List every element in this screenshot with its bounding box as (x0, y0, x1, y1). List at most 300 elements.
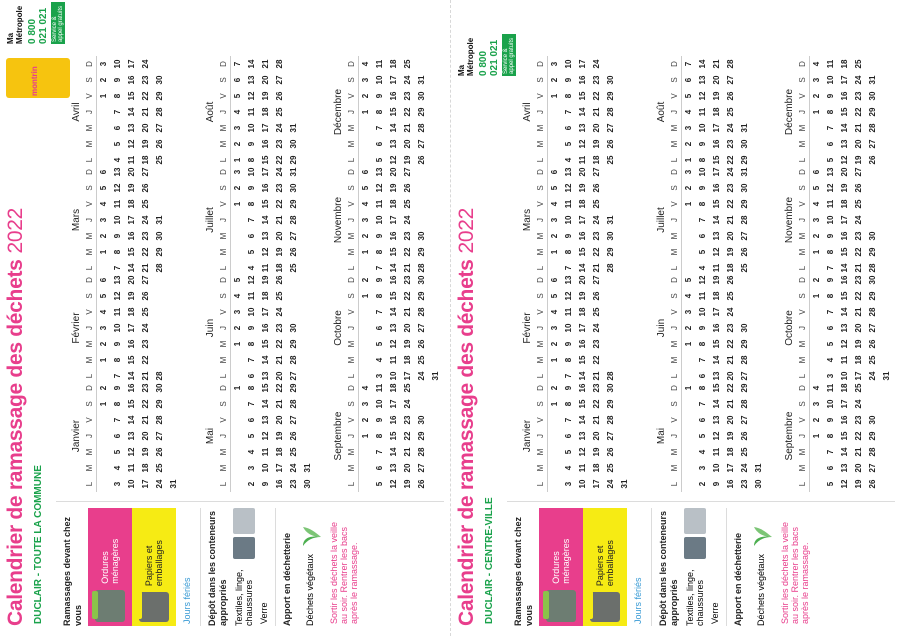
weekday-header: V (345, 88, 359, 104)
empty-cell (97, 260, 111, 276)
day-cell: 23 (726, 323, 735, 333)
empty-cell (97, 152, 111, 168)
yellow-bin-icon (139, 592, 169, 622)
phone-note: Service & appel gratuits (51, 2, 65, 44)
legend-papiers (583, 508, 627, 626)
day-cell: 28 (155, 263, 164, 273)
day-cell: 13 (712, 231, 721, 241)
day-cell: 2 (684, 141, 693, 147)
day-cell: 31 (606, 215, 615, 225)
month-name: Janvier (71, 419, 82, 453)
weekday-header: M (217, 136, 231, 152)
day-cell: 28 (155, 415, 164, 425)
day-cell: 27 (606, 123, 615, 133)
weekday-header: M (345, 244, 359, 260)
day-cell: 25 (868, 355, 877, 365)
weekday-header: M (345, 352, 359, 368)
day-cell: 4 (564, 465, 573, 471)
day-cell: 13 (389, 323, 398, 333)
day-cell: 20 (403, 323, 412, 333)
weekday-header: S (534, 396, 548, 412)
day-cell: 26 (868, 155, 877, 165)
day-cell: 2 (247, 481, 256, 487)
month-grid (345, 164, 429, 276)
day-cell: 17 (389, 399, 398, 409)
day-cell: 27 (155, 123, 164, 133)
day-cell: 21 (592, 263, 601, 273)
weekday-header: L (83, 476, 97, 492)
day-cell: 4 (564, 157, 573, 163)
day-cell: 6 (550, 169, 559, 175)
day-cell: 29 (740, 155, 749, 165)
day-cell: 26 (289, 431, 298, 441)
weekday-header: D (534, 380, 548, 396)
weekday-header: L (796, 260, 810, 276)
page-subtitle: DUCLAIR - CENTRE-VILLE (484, 497, 495, 624)
day-cell: 11 (840, 355, 849, 365)
day-cell: 28 (289, 215, 298, 225)
day-cell: 14 (389, 123, 398, 133)
day-cell: 16 (840, 91, 849, 101)
day-cell: 15 (712, 155, 721, 165)
day-cell: 25 (740, 447, 749, 457)
day-cell: 27 (606, 431, 615, 441)
legend-textiles-label: Textiles, linge, chaussures (234, 569, 254, 626)
day-cell: 9 (247, 141, 256, 147)
weekday-header: S (534, 288, 548, 304)
weekday-header: S (217, 180, 231, 196)
day-cell: 5 (233, 277, 242, 283)
day-cell: 30 (754, 479, 763, 489)
day-cell: 19 (840, 183, 849, 193)
legend-depot-heading: Dépôt dans les conteneurs appropriés (207, 510, 228, 626)
day-cell: 2 (361, 417, 370, 423)
month-name: Novembre (333, 196, 344, 244)
day-cell: 24 (592, 323, 601, 333)
day-cell: 18 (840, 59, 849, 69)
day-cell: 13 (261, 415, 270, 425)
day-cell: 11 (712, 447, 721, 457)
month-name: Juillet (205, 207, 216, 233)
day-cell: 20 (854, 323, 863, 333)
month-name: Septembre (784, 411, 795, 461)
weekday-header: L (217, 152, 231, 168)
day-cell: 30 (289, 139, 298, 149)
day-cell: 9 (564, 77, 573, 83)
day-cell: 24 (275, 307, 284, 317)
day-cell: 29 (606, 399, 615, 409)
day-cell: 6 (99, 277, 108, 283)
empty-cell (97, 412, 111, 428)
day-cell: 21 (141, 371, 150, 381)
day-cell: 8 (375, 433, 384, 439)
day-cell: 23 (854, 275, 863, 285)
day-cell: 11 (127, 155, 136, 165)
day-cell: 5 (826, 157, 835, 163)
month-calendar (332, 380, 450, 492)
legend-papiers-label: Papiers et emballages (144, 540, 164, 587)
day-cell: 4 (826, 357, 835, 363)
day-cell: 24 (726, 167, 735, 177)
day-cell: 30 (417, 415, 426, 425)
day-cell: 24 (141, 59, 150, 69)
weekday-header: S (83, 396, 97, 412)
empty-cell (682, 476, 696, 492)
day-cell: 8 (375, 109, 384, 115)
day-cell: 28 (868, 307, 877, 317)
day-cell: 17 (389, 215, 398, 225)
day-cell: 10 (578, 479, 587, 489)
month-calendar (332, 56, 450, 168)
day-cell: 16 (389, 415, 398, 425)
day-cell: 4 (698, 265, 707, 271)
day-cell: 27 (868, 139, 877, 149)
day-cell: 25 (606, 155, 615, 165)
empty-cell (810, 260, 824, 276)
day-cell: 1 (684, 201, 693, 207)
day-cell: 10 (113, 59, 122, 69)
empty-cell (810, 352, 824, 368)
day-cell: 15 (578, 399, 587, 409)
weekday-header: J (796, 428, 810, 444)
day-cell: 26 (155, 139, 164, 149)
weekday-header: L (534, 476, 548, 492)
day-cell: 24 (726, 307, 735, 317)
day-cell: 19 (403, 155, 412, 165)
day-cell: 15 (840, 247, 849, 257)
day-cell: 29 (868, 247, 877, 257)
day-cell: 20 (403, 463, 412, 473)
day-cell: 9 (247, 185, 256, 191)
weekday-header: J (796, 104, 810, 120)
day-cell: 31 (740, 167, 749, 177)
day-cell: 5 (550, 185, 559, 191)
day-cell: 18 (592, 155, 601, 165)
day-cell: 4 (247, 449, 256, 455)
day-cell: 2 (233, 141, 242, 147)
day-cell: 17 (840, 215, 849, 225)
day-cell: 11 (247, 291, 256, 301)
day-cell: 14 (840, 307, 849, 317)
day-cell: 7 (826, 265, 835, 271)
day-cell: 26 (592, 291, 601, 301)
month-calendar (70, 272, 196, 384)
montrin-logo (6, 58, 70, 98)
day-cell: 8 (113, 401, 122, 407)
day-cell: 18 (840, 383, 849, 393)
day-cell: 25 (740, 263, 749, 273)
weekday-header: V (217, 88, 231, 104)
day-cell: 22 (592, 247, 601, 257)
day-cell: 12 (389, 155, 398, 165)
day-cell: 15 (712, 339, 721, 349)
day-cell: 13 (826, 167, 835, 177)
day-cell: 1 (550, 357, 559, 363)
day-cell: 6 (233, 77, 242, 83)
day-cell: 7 (564, 417, 573, 423)
day-cell: 20 (127, 167, 136, 177)
legend-note: Sortir les déchets la veille au soir. Rentrer les bacs après le ramassage. (329, 521, 359, 624)
weekday-header: S (668, 180, 682, 196)
day-cell: 26 (417, 479, 426, 489)
day-cell: 9 (826, 417, 835, 423)
day-cell: 10 (113, 323, 122, 333)
weekday-header: S (796, 180, 810, 196)
day-cell: 25 (289, 263, 298, 273)
day-cell: 8 (113, 249, 122, 255)
empty-cell (97, 104, 111, 120)
day-cell: 7 (375, 449, 384, 455)
weekday-header: J (668, 212, 682, 228)
day-cell: 5 (113, 449, 122, 455)
weekday-header: L (534, 260, 548, 276)
day-cell: 8 (826, 433, 835, 439)
day-cell: 27 (740, 415, 749, 425)
month-grid (83, 380, 181, 492)
empty-cell (359, 352, 373, 368)
day-cell: 22 (403, 247, 412, 257)
day-cell: 10 (826, 399, 835, 409)
empty-cell (231, 368, 245, 384)
month-name: Août (205, 101, 216, 123)
month-calendar (783, 380, 900, 492)
day-cell: 24 (606, 479, 615, 489)
day-cell: 10 (564, 215, 573, 225)
day-cell: 16 (127, 75, 136, 85)
day-cell: 17 (840, 75, 849, 85)
day-cell: 28 (155, 107, 164, 117)
day-cell: 10 (127, 479, 136, 489)
month-grid (534, 164, 618, 276)
day-cell: 7 (233, 61, 242, 67)
day-cell: 22 (726, 383, 735, 393)
day-cell: 28 (740, 399, 749, 409)
day-cell: 6 (99, 169, 108, 175)
day-cell: 10 (247, 307, 256, 317)
day-cell: 12 (840, 155, 849, 165)
empty-cell (97, 444, 111, 460)
day-cell: 22 (141, 91, 150, 101)
weekday-header: S (217, 396, 231, 412)
day-cell: 4 (361, 61, 370, 67)
day-cell: 3 (233, 125, 242, 131)
day-cell: 13 (261, 371, 270, 381)
weekday-header: M (668, 120, 682, 136)
legend-verre-label: Verre (710, 602, 720, 624)
empty-cell (231, 244, 245, 260)
day-cell: 26 (868, 479, 877, 489)
day-cell: 17 (275, 463, 284, 473)
day-cell: 19 (592, 447, 601, 457)
day-cell: 16 (712, 183, 721, 193)
day-cell: 10 (113, 215, 122, 225)
day-cell: 26 (726, 275, 735, 285)
empty-cell (548, 428, 562, 444)
month-grid (796, 272, 894, 384)
weekday-header: L (345, 152, 359, 168)
day-cell: 25 (403, 199, 412, 209)
day-cell: 21 (726, 399, 735, 409)
day-cell: 12 (712, 431, 721, 441)
day-cell: 14 (261, 399, 270, 409)
day-cell: 12 (113, 291, 122, 301)
day-cell: 3 (233, 169, 242, 175)
empty-cell (682, 212, 696, 228)
weekday-header: L (83, 260, 97, 276)
month-calendar (521, 56, 647, 168)
day-cell: 2 (361, 277, 370, 283)
weekday-header: V (83, 304, 97, 320)
weekday-header: M (668, 352, 682, 368)
day-cell: 22 (141, 247, 150, 257)
day-cell: 17 (578, 59, 587, 69)
day-cell: 29 (289, 155, 298, 165)
day-cell: 31 (417, 75, 426, 85)
day-cell: 3 (684, 309, 693, 315)
day-cell: 15 (389, 431, 398, 441)
day-cell: 28 (868, 263, 877, 273)
day-cell: 15 (840, 107, 849, 117)
weekday-header: J (796, 212, 810, 228)
weekday-header: M (534, 228, 548, 244)
weekday-header: J (83, 104, 97, 120)
day-cell: 30 (606, 75, 615, 85)
day-cell: 10 (840, 371, 849, 381)
day-cell: 7 (247, 217, 256, 223)
day-cell: 23 (141, 339, 150, 349)
day-cell: 22 (592, 91, 601, 101)
day-cell: 28 (606, 107, 615, 117)
day-cell: 12 (564, 183, 573, 193)
weekday-header: D (668, 380, 682, 396)
metropole-logo (457, 34, 529, 76)
weekday-header: J (217, 320, 231, 336)
day-cell: 20 (712, 75, 721, 85)
day-cell: 3 (99, 217, 108, 223)
day-cell: 17 (712, 123, 721, 133)
day-cell: 17 (578, 215, 587, 225)
day-cell: 16 (840, 415, 849, 425)
day-cell: 9 (113, 385, 122, 391)
empty-cell (231, 444, 245, 460)
day-cell: 4 (812, 201, 821, 207)
day-cell: 17 (726, 463, 735, 473)
day-cell: 17 (403, 371, 412, 381)
day-cell: 1 (684, 341, 693, 347)
day-cell: 18 (389, 199, 398, 209)
day-cell: 3 (375, 373, 384, 379)
day-cell: 26 (592, 183, 601, 193)
day-cell: 27 (403, 167, 412, 177)
day-cell: 10 (826, 215, 835, 225)
day-cell: 2 (361, 93, 370, 99)
day-cell: 27 (868, 463, 877, 473)
day-cell: 19 (275, 247, 284, 257)
empty-cell (231, 228, 245, 244)
empty-cell (359, 444, 373, 460)
day-cell: 22 (854, 107, 863, 117)
day-cell: 26 (740, 431, 749, 441)
day-cell: 18 (712, 107, 721, 117)
weekday-header: D (796, 56, 810, 72)
empty-cell (359, 336, 373, 352)
day-cell: 17 (261, 307, 270, 317)
day-cell: 19 (389, 183, 398, 193)
day-cell: 2 (550, 77, 559, 83)
weekday-header: S (345, 72, 359, 88)
empty-cell (682, 352, 696, 368)
day-cell: 3 (812, 77, 821, 83)
metropole-name: Ma Métropole (6, 5, 24, 44)
weekday-header: M (345, 444, 359, 460)
day-cell: 21 (275, 399, 284, 409)
empty-cell (231, 260, 245, 276)
day-cell: 7 (826, 309, 835, 315)
phone-note: Service & appel gratuits (502, 34, 516, 76)
day-cell: 28 (155, 371, 164, 381)
empty-cell (548, 260, 562, 276)
day-cell: 31 (289, 167, 298, 177)
day-cell: 4 (550, 201, 559, 207)
day-cell: 21 (261, 59, 270, 69)
day-cell: 19 (578, 183, 587, 193)
empty-cell (359, 136, 373, 152)
day-cell: 24 (592, 215, 601, 225)
page-title: Calendrier de ramassage des déchets2022 (455, 207, 478, 626)
day-cell: 18 (389, 383, 398, 393)
weekday-header: V (83, 412, 97, 428)
leaf-icon (297, 524, 323, 550)
day-cell: 24 (289, 463, 298, 473)
textile-container-icon (684, 537, 706, 559)
day-cell: 9 (564, 341, 573, 347)
day-cell: 28 (289, 399, 298, 409)
month-grid (83, 56, 167, 168)
month-name: Mai (656, 427, 667, 445)
month-name: Février (71, 312, 82, 344)
day-cell: 24 (854, 215, 863, 225)
day-cell: 3 (812, 401, 821, 407)
phone-number: 0 800 021 021 (27, 7, 49, 44)
day-cell: 23 (403, 275, 412, 285)
day-cell: 20 (261, 75, 270, 85)
empty-cell (810, 460, 824, 476)
day-cell: 30 (606, 383, 615, 393)
day-cell: 8 (698, 157, 707, 163)
day-cell: 3 (550, 61, 559, 67)
yellow-bin-icon (590, 592, 620, 622)
weekday-header: M (345, 336, 359, 352)
weekday-header: M (796, 228, 810, 244)
weekday-header: M (83, 444, 97, 460)
empty-cell (231, 352, 245, 368)
day-cell: 12 (261, 431, 270, 441)
day-cell: 1 (233, 341, 242, 347)
day-cell: 25 (854, 383, 863, 393)
day-cell: 8 (113, 93, 122, 99)
day-cell: 15 (261, 339, 270, 349)
day-cell: 17 (712, 167, 721, 177)
glass-container-icon (684, 508, 706, 534)
day-cell: 26 (417, 339, 426, 349)
day-cell: 30 (740, 183, 749, 193)
day-cell: 23 (740, 479, 749, 489)
weekday-header: M (796, 460, 810, 476)
day-cell: 29 (606, 247, 615, 257)
day-cell: 5 (375, 157, 384, 163)
day-cell: 22 (141, 355, 150, 365)
day-cell: 29 (155, 399, 164, 409)
